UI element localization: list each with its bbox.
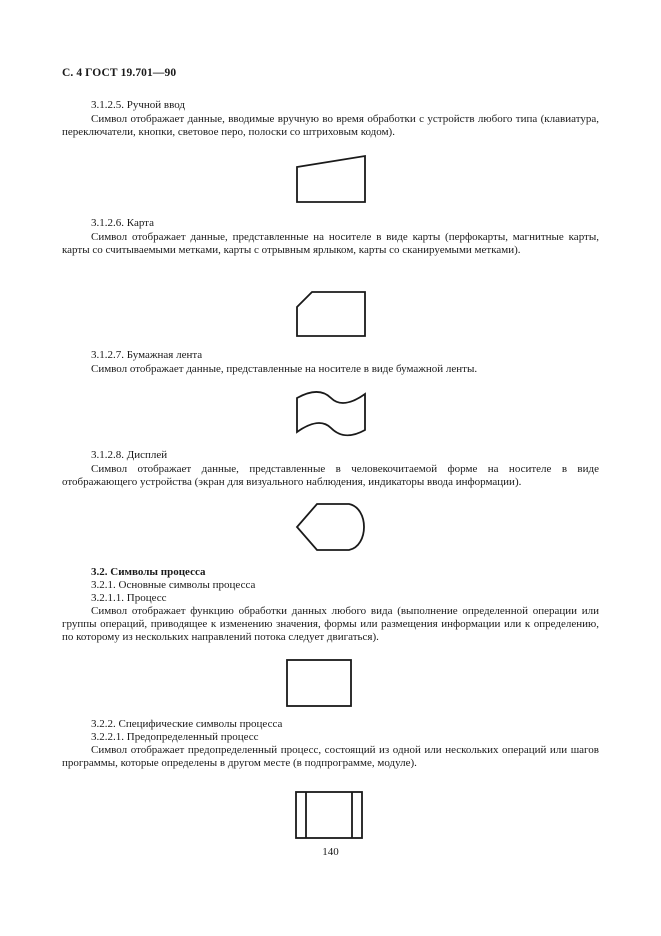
heading-manual-input: 3.1.2.5. Ручной ввод (91, 99, 186, 111)
heading-process-symbols: 3.2. Символы процесса (91, 566, 206, 578)
heading-process: 3.2.1.1. Процесс (91, 592, 167, 604)
card-symbol (295, 290, 367, 338)
heading-predefined-process: 3.2.2.1. Предопределенный процесс (91, 731, 259, 743)
heading-card: 3.1.2.6. Карта (91, 217, 155, 229)
heading-specific-process-symbols: 3.2.2. Специфические символы процесса (91, 718, 283, 730)
page-header: С. 4 ГОСТ 19.701—90 (62, 67, 177, 79)
display-symbol (295, 502, 367, 552)
heading-paper-tape: 3.1.2.7. Бумажная лента (91, 349, 203, 361)
manual-input-symbol (295, 155, 367, 205)
heading-display: 3.1.2.8. Дисплей (91, 449, 168, 461)
text-display: Символ отображает данные, представленные в человекочитаемой форме на носителе в виде отображающего устройства (экран для визуального наблюдения, индикаторы ввода информации). (62, 463, 599, 489)
text-process: Символ отображает функцию обработки данных любого вида (выполнение определенной операции или группы операций, приводящее к изменению значения, формы или размещения информации или к определению, по которому из нескольких направлений потока следует двигаться). (62, 605, 599, 644)
text-manual-input: Символ отображает данные, вводимые вручную во время обработки с устройств любого типа (клавиатура, переключатели, кнопки, световое перо, полоски со штриховым кодом). (62, 113, 599, 139)
page-number: 140 (322, 846, 339, 858)
predefined-process-symbol (294, 790, 364, 840)
heading-basic-process-symbols: 3.2.1. Основные символы процесса (91, 579, 256, 591)
process-symbol (285, 658, 353, 708)
paper-tape-symbol (295, 390, 367, 438)
text-predefined-process: Символ отображает предопределенный процесс, состоящий из одной или нескольких операций или шагов программы, которые определены в другом месте (в подпрограмме, модуле). (62, 744, 599, 770)
text-paper-tape: Символ отображает данные, представленные на носителе в виде бумажной ленты. (91, 363, 478, 375)
text-card: Символ отображает данные, представленные на носителе в виде карты (перфокарты, магнитные карты, карты со считываемыми метками, карты с отрывным ярлыком, карты со сканируемыми метками). (62, 231, 599, 257)
